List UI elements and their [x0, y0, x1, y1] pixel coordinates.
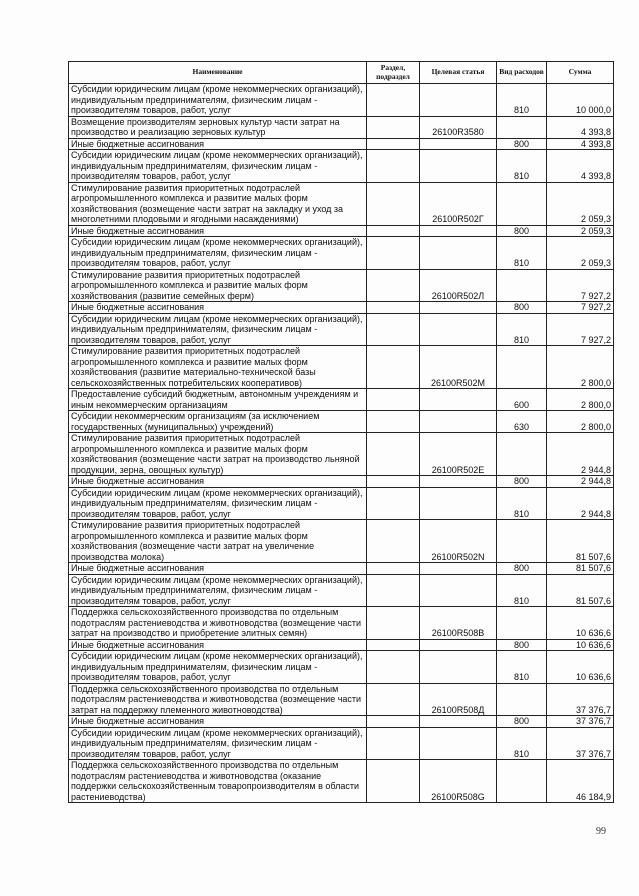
cell-sum: 4 393,8	[547, 150, 614, 183]
cell-section	[367, 683, 420, 716]
cell-section	[367, 433, 420, 476]
table-row	[69, 607, 614, 640]
cell-name: Субсидии юридическим лицам (кроме некоммерческих организаций), индивидуальным предпринимателям, физическим лицам - производителям товаров, работ, услуг	[69, 237, 367, 270]
cell-sum: 81 507,6	[547, 520, 614, 563]
cell-expense: 600	[497, 389, 547, 411]
cell-sum: 10 636,6	[547, 651, 614, 684]
cell-section	[367, 150, 420, 183]
table-row	[69, 683, 614, 716]
cell-target	[420, 651, 497, 684]
cell-expense: 810	[497, 150, 547, 183]
cell-sum: 4 393,8	[547, 116, 614, 138]
cell-sum: 2 800,0	[547, 389, 614, 411]
cell-name: Субсидии юридическим лицам (кроме некоммерческих организаций), индивидуальным предпринимателям, физическим лицам - производителям товаров, работ, услуг	[69, 84, 367, 117]
cell-sum: 7 927,2	[547, 302, 614, 314]
cell-sum: 2 944,8	[547, 476, 614, 488]
cell-target: 26100R508B	[420, 607, 497, 640]
cell-name: Субсидии юридическим лицам (кроме некоммерческих организаций), индивидуальным предпринимателям, физическим лицам - производителям товаров, работ, услуг	[69, 313, 367, 346]
cell-expense: 800	[497, 225, 547, 237]
cell-section	[367, 138, 420, 150]
cell-expense	[497, 607, 547, 640]
header-target: Целевая статья	[420, 62, 497, 84]
cell-section	[367, 639, 420, 651]
cell-target	[420, 237, 497, 270]
header-name: Наименование	[69, 62, 367, 84]
cell-expense	[497, 520, 547, 563]
cell-expense: 630	[497, 411, 547, 433]
cell-target: 26100R508G	[420, 760, 497, 803]
table-row	[69, 487, 614, 520]
table-row	[69, 476, 614, 488]
cell-name: Иные бюджетные ассигнования	[69, 639, 367, 651]
cell-target	[420, 225, 497, 237]
cell-section	[367, 607, 420, 640]
table-row	[69, 150, 614, 183]
cell-expense	[497, 683, 547, 716]
table-row	[69, 302, 614, 314]
cell-sum: 81 507,6	[547, 563, 614, 575]
cell-section	[367, 84, 420, 117]
cell-section	[367, 520, 420, 563]
cell-target: 26100R502Л	[420, 269, 497, 302]
cell-section	[367, 727, 420, 760]
cell-expense	[497, 760, 547, 803]
cell-name: Иные бюджетные ассигнования	[69, 716, 367, 728]
cell-expense: 810	[497, 237, 547, 270]
cell-sum: 2 059,3	[547, 237, 614, 270]
cell-name: Субсидии юридическим лицам (кроме некоммерческих организаций), индивидуальным предпринимателям, физическим лицам - производителям товаров, работ, услуг	[69, 487, 367, 520]
table-row	[69, 433, 614, 476]
cell-expense	[497, 182, 547, 225]
cell-name: Субсидии юридическим лицам (кроме некоммерческих организаций), индивидуальным предпринимателям, физическим лицам - производителям товаров, работ, услуг	[69, 651, 367, 684]
cell-sum: 81 507,6	[547, 574, 614, 607]
cell-target: 26100R502E	[420, 433, 497, 476]
cell-name: Субсидии юридическим лицам (кроме некоммерческих организаций), индивидуальным предпринимателям, физическим лицам - производителям товаров, работ, услуг	[69, 574, 367, 607]
cell-expense: 810	[497, 727, 547, 760]
cell-section	[367, 574, 420, 607]
cell-name: Стимулирование развития приоритетных подотраслей агропромышленного комплекса и развитие малых форм хозяйствования (развитие семейных ферм)	[69, 269, 367, 302]
cell-sum: 4 393,8	[547, 138, 614, 150]
header-expense: Вид расходов	[497, 62, 547, 84]
cell-expense: 810	[497, 487, 547, 520]
cell-expense: 800	[497, 302, 547, 314]
cell-name: Субсидии юридическим лицам (кроме некоммерческих организаций), индивидуальным предпринимателям, физическим лицам - производителям товаров, работ, услуг	[69, 727, 367, 760]
budget-table	[68, 61, 614, 803]
cell-expense: 800	[497, 639, 547, 651]
cell-expense: 810	[497, 313, 547, 346]
cell-name: Стимулирование развития приоритетных подотраслей агропромышленного комплекса и развитие малых форм хозяйствования (развитие материально-технической базы сельскохозяйственных потребительских кооперативов)	[69, 346, 367, 389]
cell-section	[367, 716, 420, 728]
cell-section	[367, 651, 420, 684]
cell-target	[420, 150, 497, 183]
table-row	[69, 760, 614, 803]
cell-sum: 46 184,9	[547, 760, 614, 803]
cell-name: Иные бюджетные ассигнования	[69, 563, 367, 575]
cell-section	[367, 476, 420, 488]
cell-target	[420, 727, 497, 760]
table-row	[69, 313, 614, 346]
table-row	[69, 520, 614, 563]
cell-name: Поддержка сельскохозяйственного производства по отдельным подотраслям растениеводства и животноводства (оказание поддержки сельскохозяйственным товаропроизводителям в области растениеводства)	[69, 760, 367, 803]
cell-sum: 2 059,3	[547, 182, 614, 225]
cell-sum: 37 376,7	[547, 727, 614, 760]
cell-target	[420, 716, 497, 728]
cell-expense: 800	[497, 476, 547, 488]
table-row	[69, 116, 614, 138]
cell-section	[367, 563, 420, 575]
cell-name: Субсидии юридическим лицам (кроме некоммерческих организаций), индивидуальным предпринимателям, физическим лицам - производителям товаров, работ, услуг	[69, 150, 367, 183]
cell-expense	[497, 433, 547, 476]
table-row	[69, 138, 614, 150]
cell-expense	[497, 269, 547, 302]
table-row	[69, 182, 614, 225]
cell-section	[367, 411, 420, 433]
cell-target	[420, 84, 497, 117]
table-row	[69, 651, 614, 684]
cell-sum: 10 636,6	[547, 607, 614, 640]
cell-sum: 10 000,0	[547, 84, 614, 117]
cell-section	[367, 225, 420, 237]
cell-section	[367, 313, 420, 346]
cell-sum: 2 944,8	[547, 433, 614, 476]
header-sum: Сумма	[547, 62, 614, 84]
cell-section	[367, 237, 420, 270]
table-row	[69, 237, 614, 270]
cell-target	[420, 138, 497, 150]
cell-target	[420, 639, 497, 651]
cell-sum: 37 376,7	[547, 683, 614, 716]
cell-name: Поддержка сельскохозяйственного производства по отдельным подотраслям растениеводства и животноводства (возмещение части затрат на поддержку племенного животноводства)	[69, 683, 367, 716]
cell-expense: 810	[497, 84, 547, 117]
cell-sum: 2 800,0	[547, 346, 614, 389]
cell-expense: 810	[497, 574, 547, 607]
cell-section	[367, 302, 420, 314]
cell-expense	[497, 346, 547, 389]
cell-target	[420, 411, 497, 433]
cell-name: Возмещение производителям зерновых культур части затрат на производство и реализацию зерновых культур	[69, 116, 367, 138]
cell-target	[420, 476, 497, 488]
page-number: 99	[596, 826, 606, 837]
table-row	[69, 574, 614, 607]
cell-name: Предоставление субсидий бюджетным, автономным учреждениям и иным некоммерческим организациям	[69, 389, 367, 411]
cell-name: Иные бюджетные ассигнования	[69, 225, 367, 237]
cell-target: 26100R508Д	[420, 683, 497, 716]
cell-name: Иные бюджетные ассигнования	[69, 302, 367, 314]
cell-sum: 37 376,7	[547, 716, 614, 728]
table-row	[69, 269, 614, 302]
cell-section	[367, 182, 420, 225]
cell-name: Стимулирование развития приоритетных подотраслей агропромышленного комплекса и развитие малых форм хозяйствования (возмещение части затрат на закладку и уход за многолетними плодовыми и ягодными насаждениями)	[69, 182, 367, 225]
cell-section	[367, 346, 420, 389]
cell-sum: 7 927,2	[547, 269, 614, 302]
cell-sum: 7 927,2	[547, 313, 614, 346]
cell-name: Стимулирование развития приоритетных подотраслей агропромышленного комплекса и развитие малых форм хозяйствования (возмещение части затрат на увеличение производства молока)	[69, 520, 367, 563]
cell-expense	[497, 116, 547, 138]
cell-section	[367, 389, 420, 411]
cell-name: Иные бюджетные ассигнования	[69, 476, 367, 488]
table-row	[69, 411, 614, 433]
cell-target	[420, 563, 497, 575]
cell-target	[420, 574, 497, 607]
cell-target: 26100R502М	[420, 346, 497, 389]
table-row	[69, 639, 614, 651]
cell-sum: 10 636,6	[547, 639, 614, 651]
cell-name: Субсидии некоммерческим организациям (за исключением государственных (муниципальных) учреждений)	[69, 411, 367, 433]
cell-target: 26100R3580	[420, 116, 497, 138]
table-row	[69, 727, 614, 760]
table-header	[69, 62, 614, 84]
table-row	[69, 84, 614, 117]
table-row	[69, 563, 614, 575]
cell-name: Иные бюджетные ассигнования	[69, 138, 367, 150]
table-row	[69, 225, 614, 237]
cell-target	[420, 302, 497, 314]
table-body	[69, 84, 614, 803]
table-row	[69, 389, 614, 411]
cell-expense: 800	[497, 138, 547, 150]
cell-target	[420, 389, 497, 411]
cell-target: 26100R502N	[420, 520, 497, 563]
cell-section	[367, 760, 420, 803]
cell-target: 26100R502Г	[420, 182, 497, 225]
table-row	[69, 716, 614, 728]
cell-section	[367, 269, 420, 302]
cell-expense: 800	[497, 563, 547, 575]
cell-name: Поддержка сельскохозяйственного производства по отдельным подотраслям растениеводства и животноводства (возмещение части затрат на производство и приобретение элитных семян)	[69, 607, 367, 640]
cell-target	[420, 313, 497, 346]
cell-sum: 2 059,3	[547, 225, 614, 237]
header-section: Раздел, подраздел	[367, 62, 420, 84]
cell-section	[367, 116, 420, 138]
table-row	[69, 346, 614, 389]
cell-expense: 810	[497, 651, 547, 684]
cell-section	[367, 487, 420, 520]
cell-expense: 800	[497, 716, 547, 728]
cell-target	[420, 487, 497, 520]
cell-sum: 2 944,8	[547, 487, 614, 520]
cell-sum: 2 800,0	[547, 411, 614, 433]
cell-name: Стимулирование развития приоритетных подотраслей агропромышленного комплекса и развитие малых форм хозяйствования (возмещение части затрат на производство льняной продукции, зерна, овощных культур)	[69, 433, 367, 476]
